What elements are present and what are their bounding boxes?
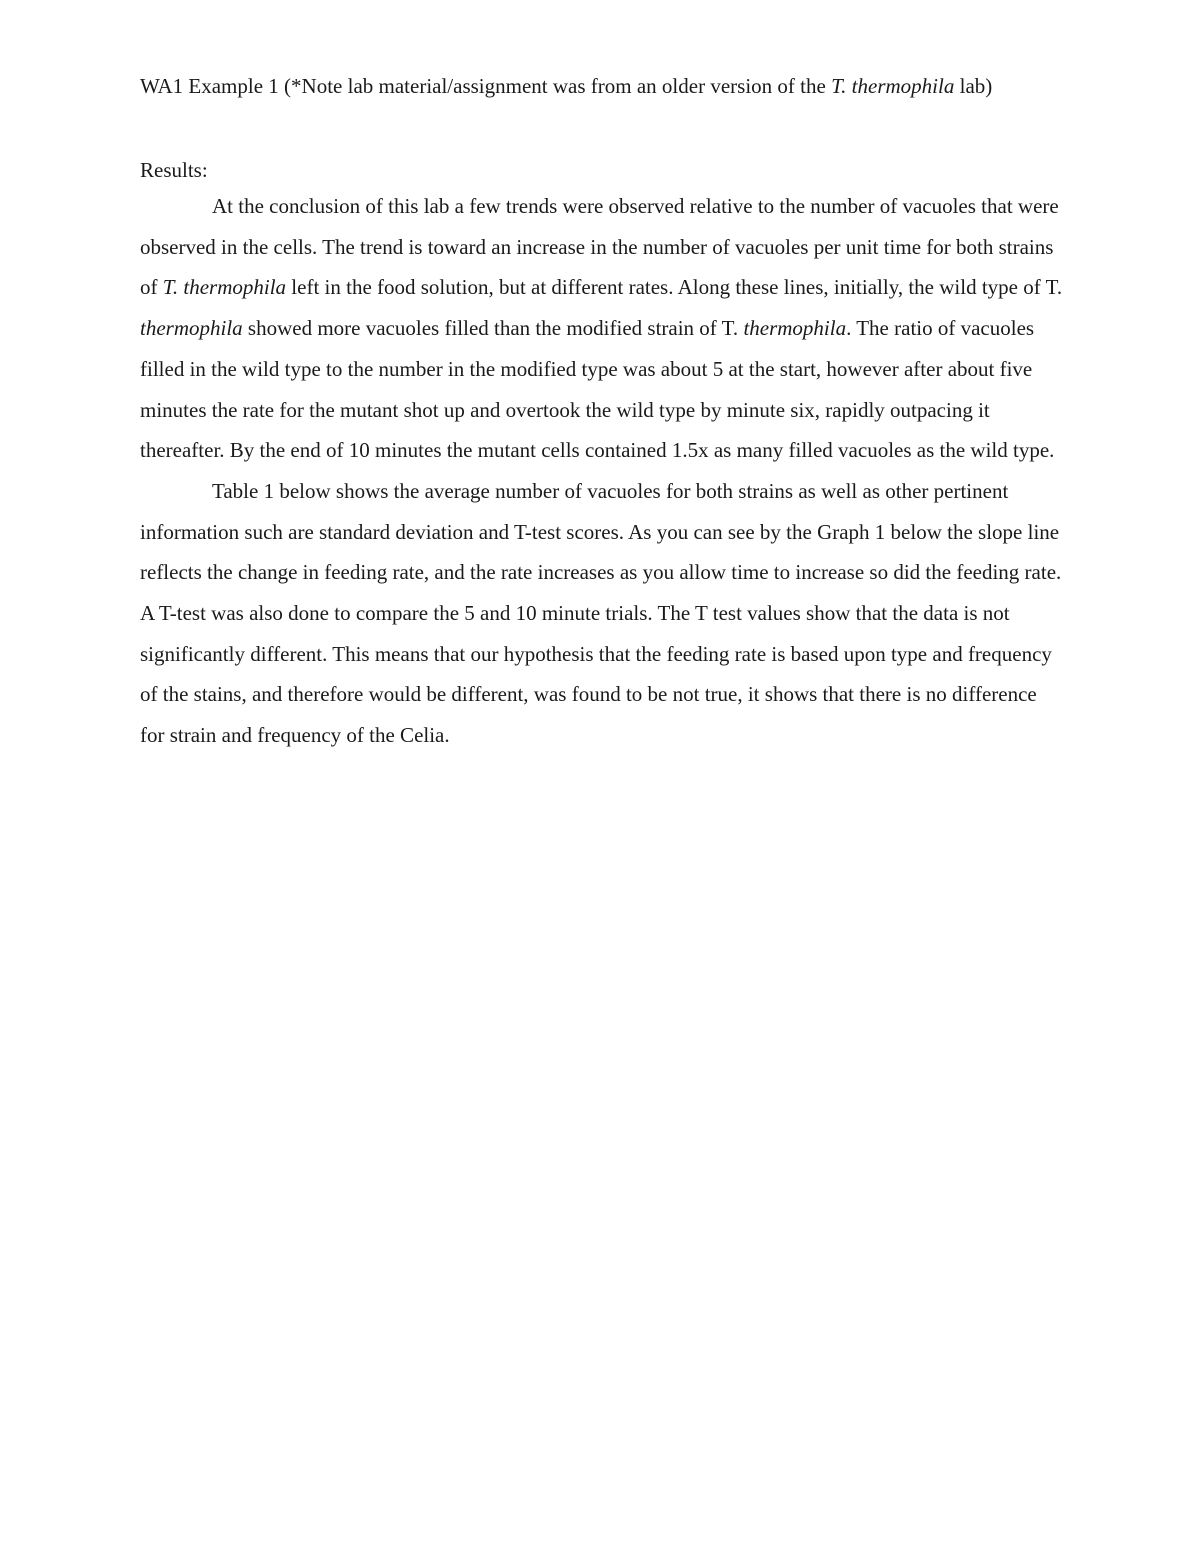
p1-species-3: thermophila <box>743 316 847 341</box>
results-paragraph-2: Table 1 below shows the average number of vacuoles for both strains as well as other pertinent information such are standard deviation and T-test scores. As you can see by the Graph 1 below the slope line reflects the change in feeding rate, and the rate increases as you allow time to increase so did the feeding rate. A T-test was also done to compare the 5 and 10 minute trials. The T test values show that the data is not significantly different. This means that our hypothesis that the feeding rate is based upon type and frequency of the stains, and therefore would be different, was found to be not true, it shows that there is no difference for strain and frequency of the Celia. <box>140 478 1062 748</box>
results-heading: Results: <box>140 158 208 182</box>
document-page <box>140 72 1065 756</box>
title-species: T. thermophila <box>831 74 955 98</box>
document-title <box>140 72 1065 100</box>
p1-species-1: T. thermophila <box>162 275 287 300</box>
title-prefix: WA1 Example 1 (*Note lab material/assignment was from an older version of the <box>140 74 832 98</box>
p1-text-g: . The ratio of vacuoles filled in the wild type to the number in the modified type was about 5 at the start, however after about five minutes the rate for the mutant shot up and overtook the wild type by minute six, rapidly outpacing it thereafter. By the end of 10 minutes the mutant cells contained 1.5x as many filled vacuoles as the wild type. <box>140 316 1055 463</box>
p1-text-e: showed more vacuoles filled than the modified strain of T. <box>242 316 744 341</box>
p1-text-a: At the conclusion of this lab a few trends were observed relative to the number of vacuoles that were observed in the cells. The trend is toward an increase in the number of vacuoles per unit time for both strains of <box>140 194 1059 300</box>
p1-text-c: left in the food solution, but at different rates. Along these lines, initially, the wild type of T. <box>286 275 1063 300</box>
results-paragraph-1 <box>140 186 1065 471</box>
title-suffix: lab) <box>954 74 993 98</box>
p1-species-2: thermophila <box>140 316 243 341</box>
